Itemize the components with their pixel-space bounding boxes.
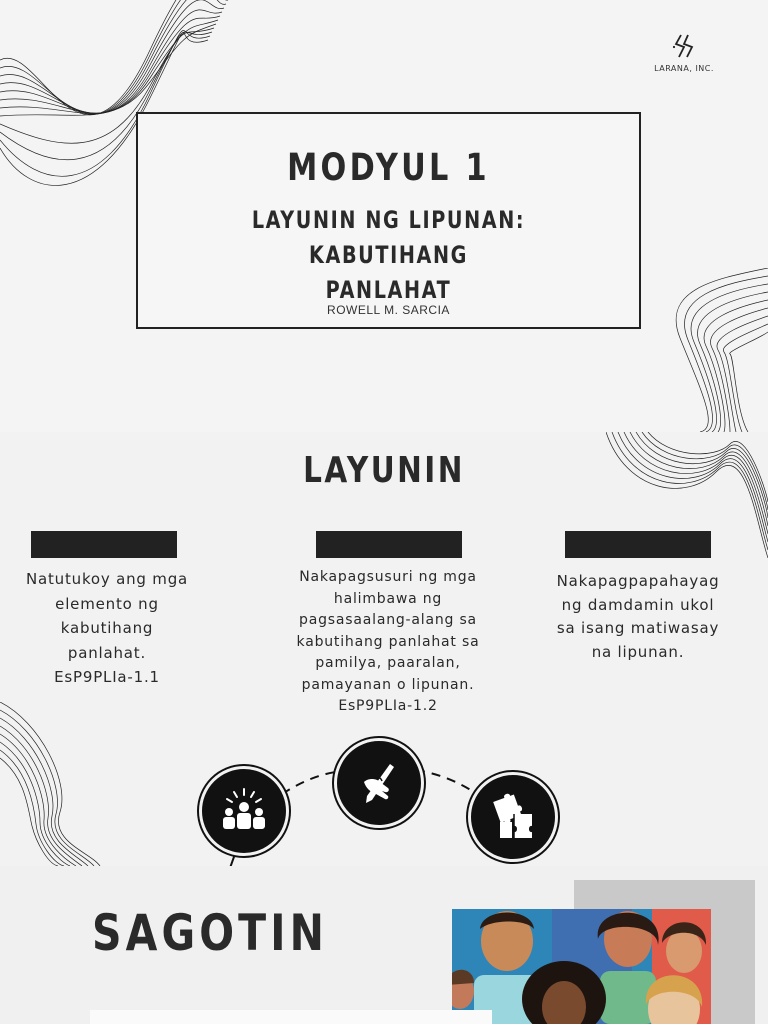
hand-pen-icon xyxy=(354,758,404,808)
objective-1: Natutukoy ang mga elemento ng kabutihang panlahat. EsP9PLIa-1.1 xyxy=(25,570,189,686)
author-name: ROWELL M. SARCIA xyxy=(327,303,450,317)
answer-heading: SAGOTIN xyxy=(92,904,329,962)
people-illustration xyxy=(452,909,711,1024)
objective-bar-2 xyxy=(316,531,462,558)
cover-slide xyxy=(0,0,768,432)
answer-card xyxy=(90,1010,492,1024)
diverse-people-image xyxy=(452,909,711,1024)
title-box xyxy=(136,112,641,329)
objectives-heading: LAYUNIN xyxy=(303,450,465,491)
puzzle-icon xyxy=(488,792,538,842)
group-icon xyxy=(216,787,272,835)
objective-3: Nakapagpapahayag ng damdamin ukol sa isang matiwasay na lipunan. xyxy=(556,572,720,661)
objectives-slide xyxy=(0,432,768,866)
brand-name: LARANA, INC. xyxy=(654,64,714,73)
objective-icon-3 xyxy=(468,772,558,862)
wave-lines-left xyxy=(0,702,110,866)
objective-icon-1 xyxy=(199,766,289,856)
objective-2: Nakapagsusuri ng mga halimbawa ng pagsasaalang-alang sa kabutihang panlahat sa pamilya, paaralan, pamayanan o lipunan. EsP9PLIa-1.2 xyxy=(296,569,480,714)
subtitle-line-1: LAYUNIN NG LIPUNAN: KABUTIHANG xyxy=(251,206,526,269)
module-subtitle xyxy=(188,203,589,308)
subtitle-line-2: PANLAHAT xyxy=(325,276,452,304)
wave-lines-right xyxy=(660,268,768,432)
module-title: MODYUL 1 xyxy=(287,146,490,189)
objective-bar-1 xyxy=(31,531,177,558)
answer-slide xyxy=(0,866,768,1024)
objective-icon-2 xyxy=(334,738,424,828)
larana-logo-icon xyxy=(671,32,697,60)
brand-logo xyxy=(652,32,716,73)
objective-bar-3 xyxy=(565,531,711,558)
